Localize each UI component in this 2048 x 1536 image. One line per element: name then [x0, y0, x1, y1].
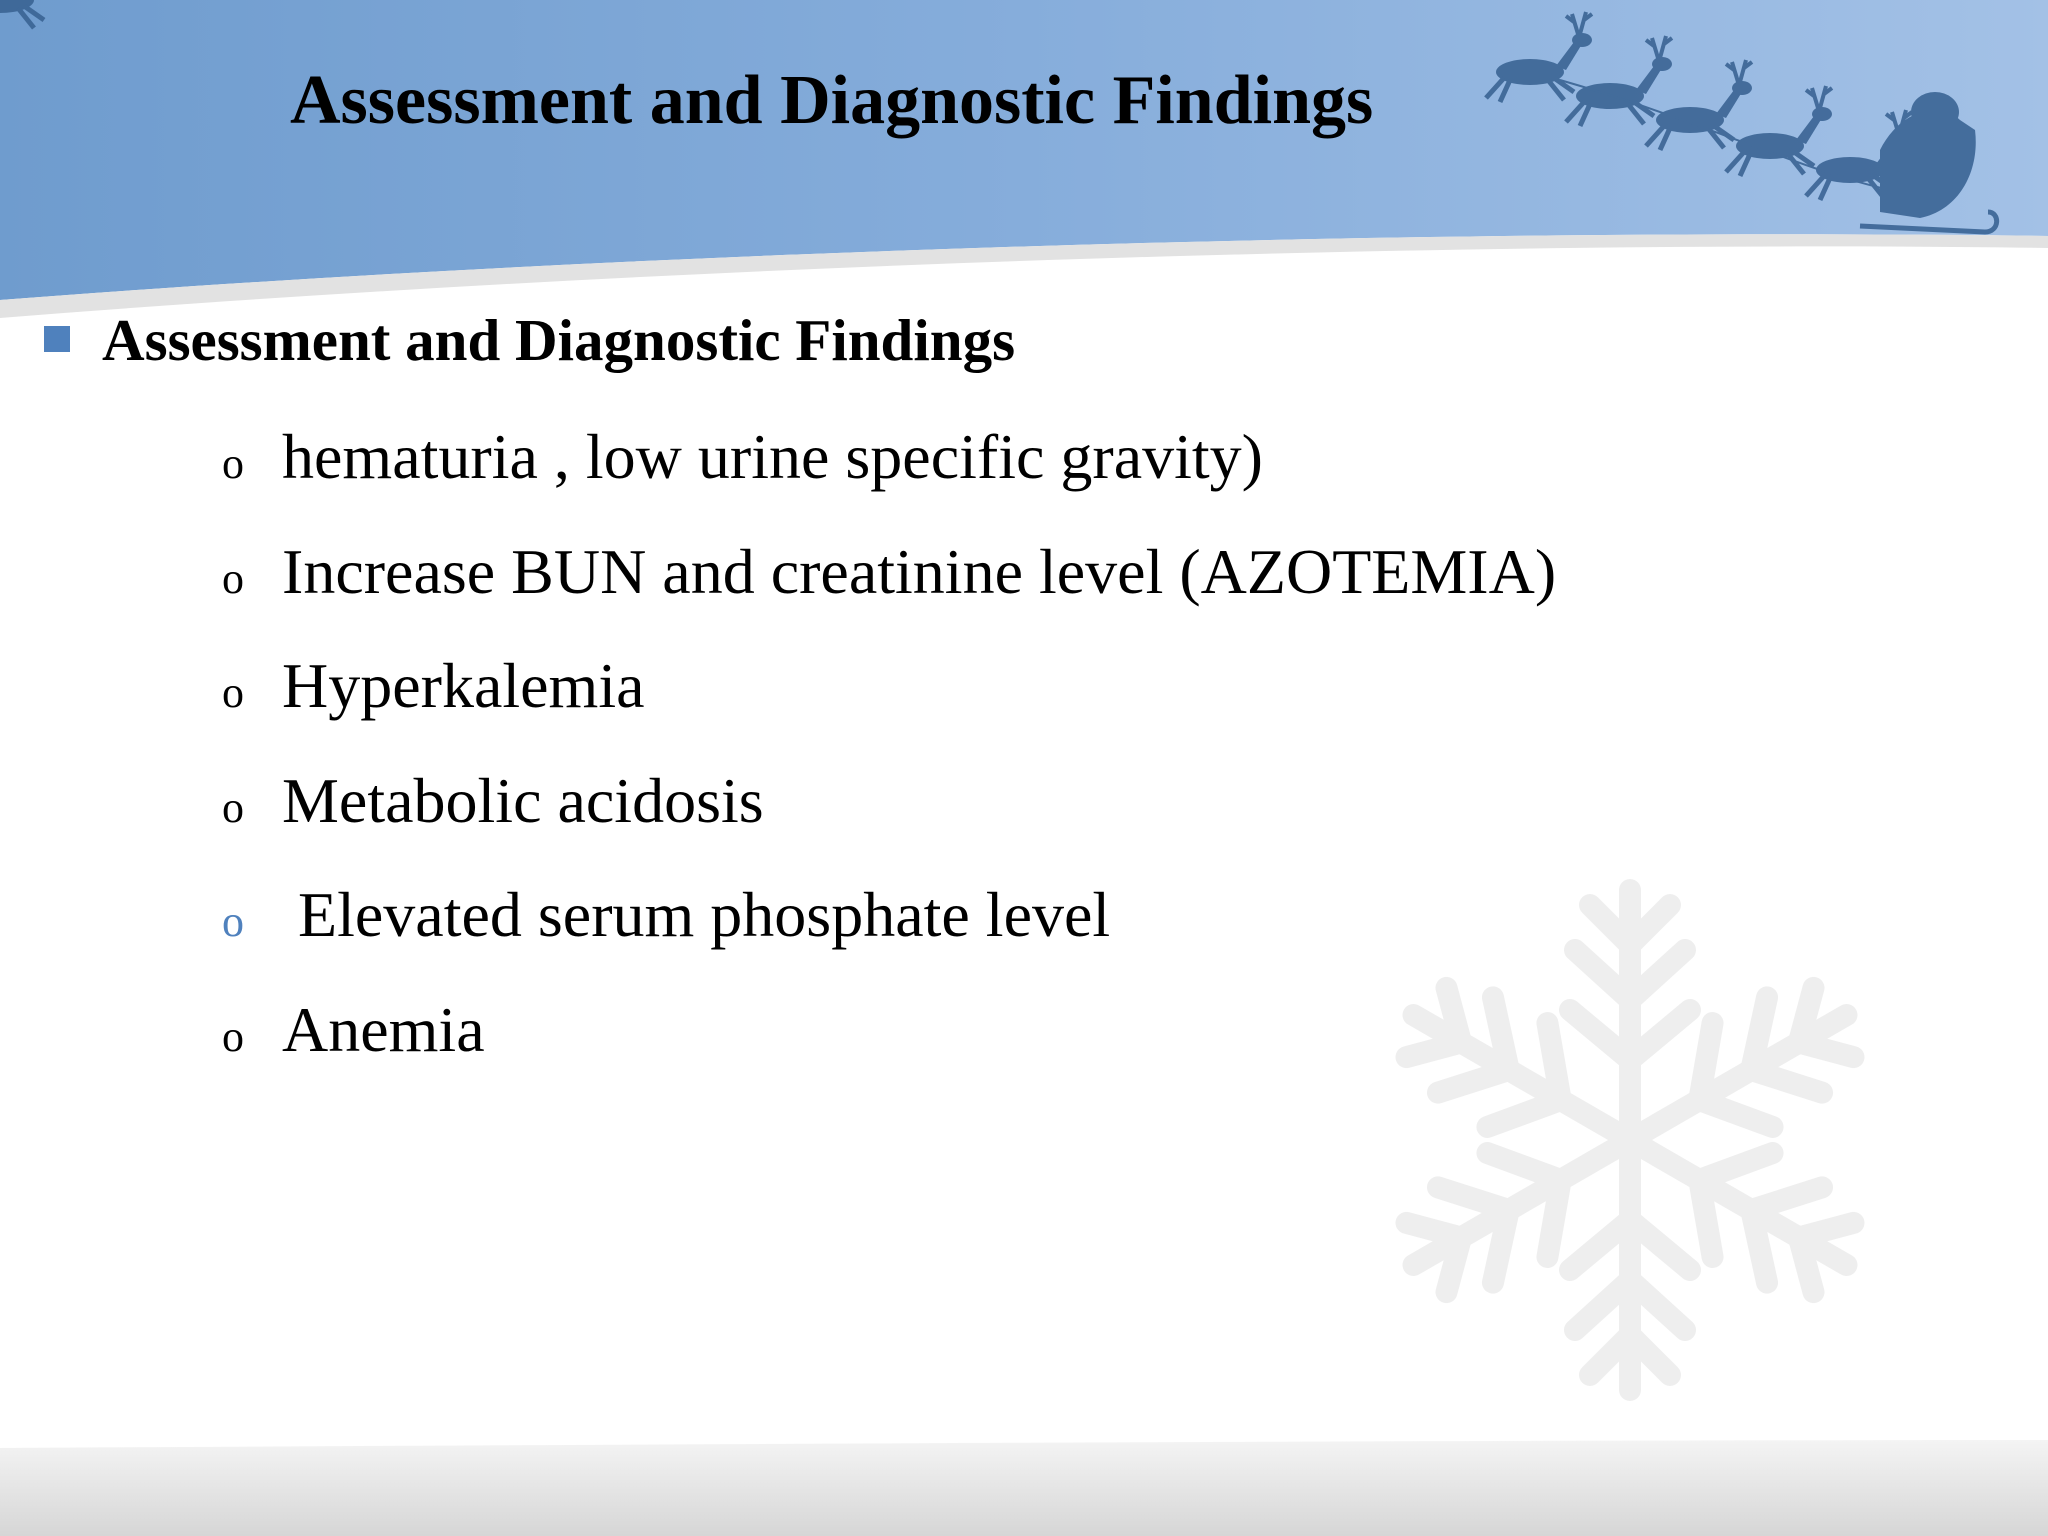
circle-bullet-icon: o [222, 1011, 244, 1061]
footer-band [0, 1440, 2048, 1536]
findings-list [222, 412, 1556, 1099]
list-item-text: hematuria , low urine specific gravity) [282, 421, 1263, 492]
list-item-text: Increase BUN and creatinine level (AZOTEMIA) [282, 535, 1557, 607]
list-item-text: Hyperkalemia [282, 650, 645, 721]
list-item-text: Elevated serum phosphate level [298, 879, 1111, 950]
list-item [222, 985, 1556, 1100]
list-item [222, 756, 1556, 871]
list-item [222, 527, 1556, 642]
circle-bullet-icon: o [222, 439, 244, 488]
square-bullet-icon [44, 326, 70, 352]
list-item-text: Anemia [282, 993, 485, 1065]
list-item [222, 641, 1556, 756]
circle-bullet-icon: o [222, 668, 244, 717]
circle-bullet-icon: o [222, 897, 244, 946]
circle-bullet-icon: o [222, 553, 244, 603]
list-item [222, 870, 1556, 985]
list-item [222, 412, 1556, 527]
list-item-text: Metabolic acidosis [282, 764, 764, 836]
section-heading: Assessment and Diagnostic Findings [102, 307, 1016, 373]
circle-bullet-icon: o [222, 782, 244, 832]
slide-title: Assessment and Diagnostic Findings [290, 62, 1374, 139]
